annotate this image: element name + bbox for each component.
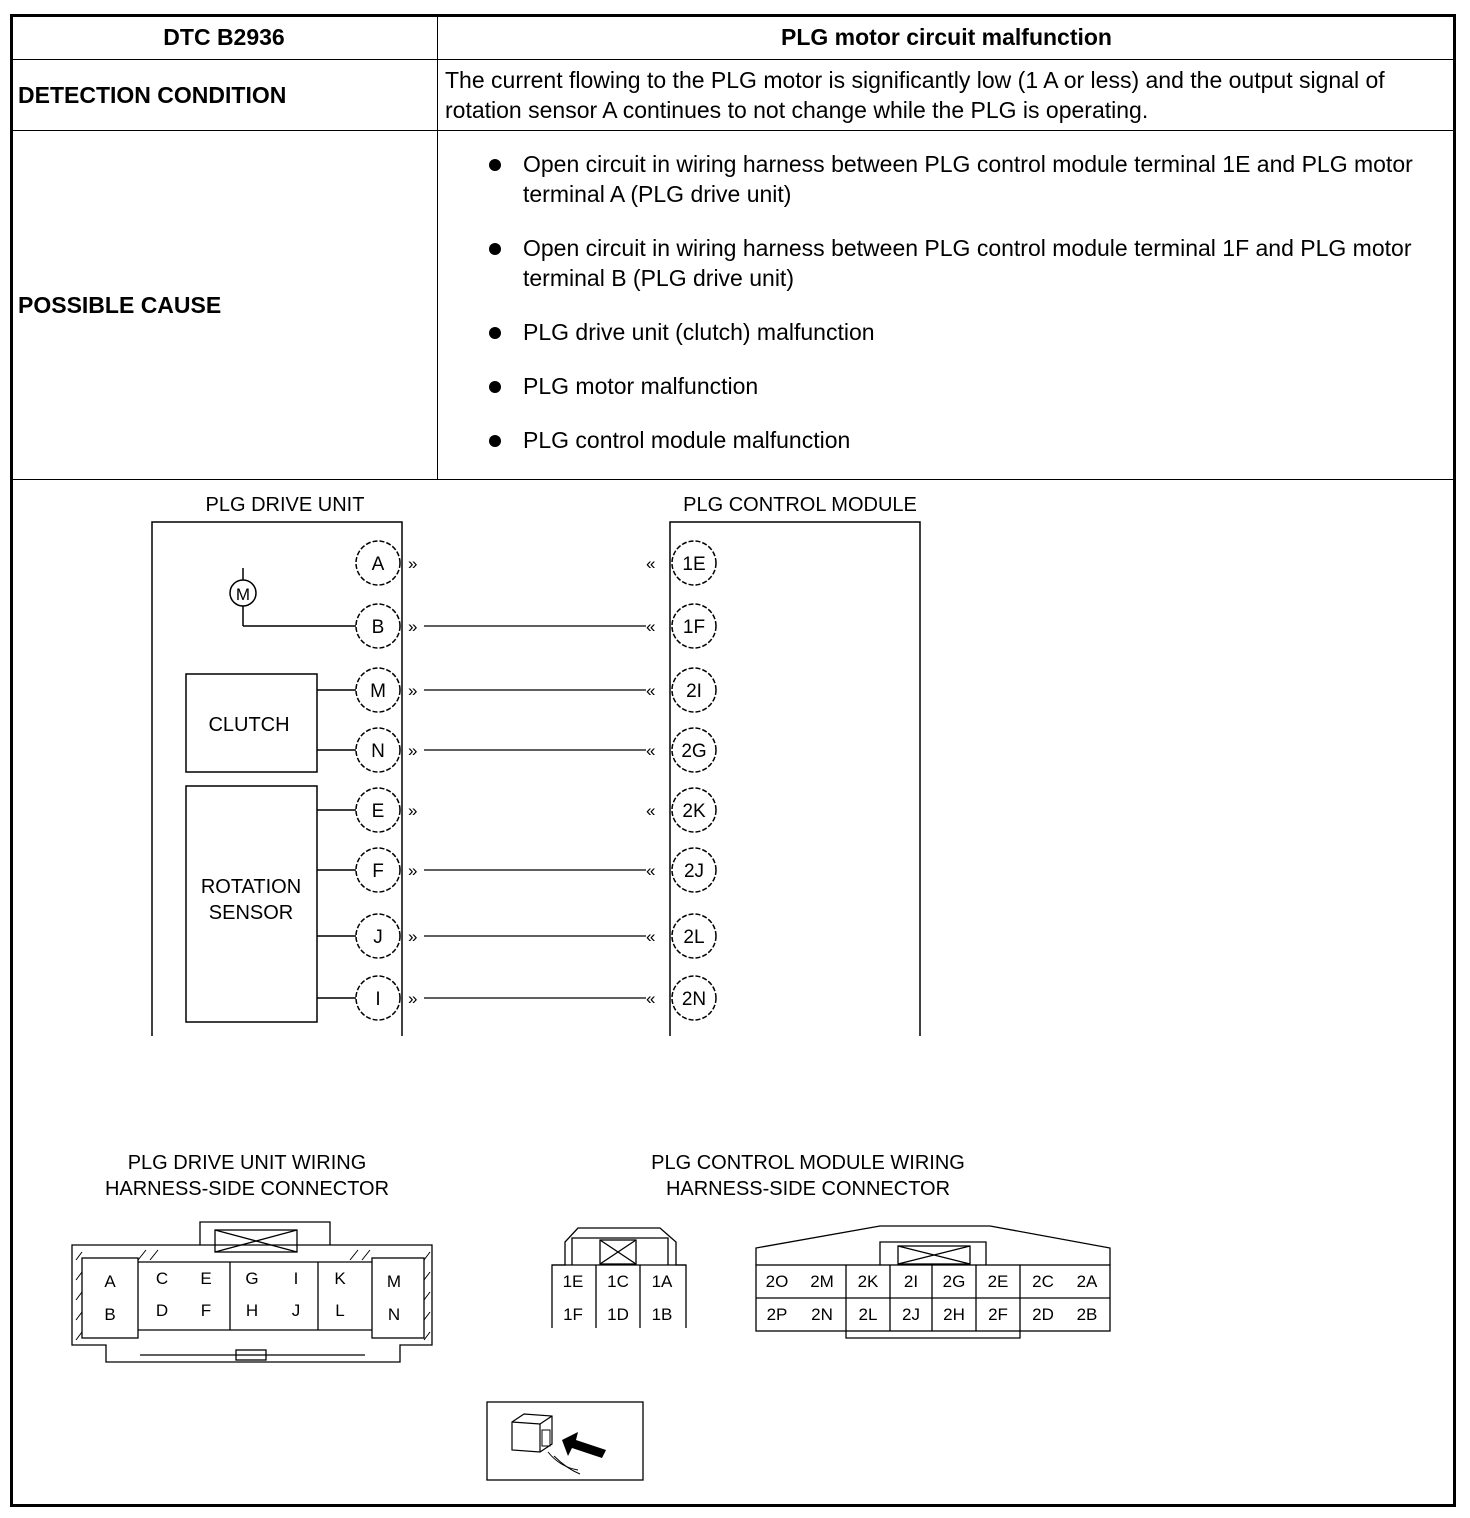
svg-text:B: B xyxy=(371,617,385,638)
drive-terminal xyxy=(356,788,400,832)
module-terminal xyxy=(672,976,716,1020)
svg-text:J: J xyxy=(291,1301,301,1320)
svg-text:B: B xyxy=(104,1305,116,1324)
drive-connector-pins xyxy=(104,1269,401,1324)
svg-text:2N: 2N xyxy=(681,989,707,1010)
svg-text:D: D xyxy=(155,1301,169,1320)
svg-text:2D: 2D xyxy=(1032,1305,1054,1324)
svg-text:E: E xyxy=(371,801,385,822)
svg-text:«: « xyxy=(646,801,656,820)
svg-text:J: J xyxy=(373,927,383,948)
svg-text:E: E xyxy=(200,1269,212,1288)
svg-text:»: » xyxy=(408,989,418,1008)
detection-label: DETECTION CONDITION xyxy=(11,60,438,131)
svg-text:2O: 2O xyxy=(765,1272,789,1291)
module-terminal xyxy=(672,541,716,585)
module-connector-2-body xyxy=(756,1226,1110,1338)
cause-label: POSSIBLE CAUSE xyxy=(11,131,438,480)
svg-text:«: « xyxy=(646,741,656,760)
sensor-label-line2: SENSOR xyxy=(208,902,294,924)
svg-text:N: N xyxy=(387,1305,401,1324)
svg-text:2L: 2L xyxy=(683,927,705,948)
svg-text:«: « xyxy=(646,681,656,700)
module-terminal xyxy=(672,914,716,958)
cause-item: Open circuit in wiring harness between PLG control module terminal 1F and PLG motor terminal B (PLG drive unit) xyxy=(489,233,1448,293)
svg-text:2G: 2G xyxy=(942,1272,966,1291)
svg-text:F: F xyxy=(200,1301,212,1320)
svg-text:2N: 2N xyxy=(811,1305,833,1324)
svg-text:2L: 2L xyxy=(858,1305,878,1324)
svg-text:F: F xyxy=(372,861,384,882)
module-connector-1-pins xyxy=(563,1272,673,1324)
motor-symbol xyxy=(230,568,356,626)
dtc-title: PLG motor circuit malfunction xyxy=(438,15,1456,60)
drive-terminal xyxy=(356,668,400,712)
cause-item: Open circuit in wiring harness between PLG control module terminal 1E and PLG motor terminal A (PLG drive unit) xyxy=(489,149,1448,209)
svg-text:1E: 1E xyxy=(682,554,706,575)
svg-text:1D: 1D xyxy=(607,1305,629,1324)
svg-text:A: A xyxy=(104,1272,116,1291)
svg-text:M: M xyxy=(370,681,386,702)
svg-text:»: » xyxy=(408,927,418,946)
svg-text:2J: 2J xyxy=(683,861,705,882)
svg-text:1B: 1B xyxy=(651,1305,673,1324)
cause-item: PLG motor malfunction xyxy=(489,371,1448,401)
harness-wires xyxy=(424,626,646,998)
svg-text:1E: 1E xyxy=(562,1272,584,1291)
module-terminal xyxy=(672,668,716,712)
svg-text:G: G xyxy=(245,1269,259,1288)
svg-text:»: » xyxy=(408,741,418,760)
drive-connector-title-line1: PLG DRIVE UNIT WIRING xyxy=(127,1152,367,1174)
svg-text:2J: 2J xyxy=(902,1305,920,1324)
svg-text:C: C xyxy=(155,1269,169,1288)
svg-text:2A: 2A xyxy=(1076,1272,1098,1291)
connector-markers xyxy=(408,554,655,1008)
svg-text:H: H xyxy=(245,1301,259,1320)
drive-terminal xyxy=(356,604,400,648)
module-connector-title-line2: HARNESS-SIDE CONNECTOR xyxy=(665,1178,951,1200)
svg-text:»: » xyxy=(408,681,418,700)
module-terminal xyxy=(672,728,716,772)
svg-text:M: M xyxy=(386,1272,402,1291)
svg-text:2H: 2H xyxy=(943,1305,965,1324)
svg-text:2K: 2K xyxy=(682,801,706,822)
svg-text:2K: 2K xyxy=(857,1272,879,1291)
sensor-label-line1: ROTATION xyxy=(200,876,302,898)
svg-text:I: I xyxy=(293,1269,299,1288)
drive-terminal xyxy=(356,914,400,958)
svg-text:2I: 2I xyxy=(686,681,702,702)
module-terminal xyxy=(672,848,716,892)
svg-text:L: L xyxy=(335,1301,345,1320)
cause-item: PLG drive unit (clutch) malfunction xyxy=(489,317,1448,347)
svg-text:A: A xyxy=(371,554,385,575)
drive-connector-hatching xyxy=(76,1250,430,1340)
svg-text:1F: 1F xyxy=(682,617,706,638)
svg-text:»: » xyxy=(408,861,418,880)
svg-text:1F: 1F xyxy=(563,1305,583,1324)
svg-text:»: » xyxy=(408,801,418,820)
module-terminal xyxy=(672,788,716,832)
svg-text:1A: 1A xyxy=(651,1272,673,1291)
detection-text: The current flowing to the PLG motor is significantly low (1 A or less) and the output signal of rotation sensor A continues to not change while the PLG is operating. xyxy=(438,60,1456,131)
svg-text:«: « xyxy=(646,927,656,946)
svg-text:«: « xyxy=(646,861,656,880)
drive-terminal xyxy=(356,541,400,585)
svg-text:2C: 2C xyxy=(1032,1272,1054,1291)
svg-text:2F: 2F xyxy=(988,1305,1008,1324)
motor-label: M xyxy=(235,585,251,604)
svg-text:2G: 2G xyxy=(681,741,707,762)
svg-text:K: K xyxy=(334,1269,346,1288)
drive-terminal xyxy=(356,728,400,772)
svg-text:2I: 2I xyxy=(903,1272,919,1291)
svg-text:I: I xyxy=(375,989,381,1010)
drive-terminal xyxy=(356,848,400,892)
svg-text:2E: 2E xyxy=(987,1272,1009,1291)
svg-text:«: « xyxy=(646,989,656,1008)
drive-terminal xyxy=(356,976,400,1020)
control-module-box xyxy=(670,522,920,1036)
svg-text:»: » xyxy=(408,617,418,636)
svg-text:N: N xyxy=(371,741,385,762)
cause-item: PLG control module malfunction xyxy=(489,425,1448,455)
control-module-title: PLG CONTROL MODULE xyxy=(683,494,917,516)
drive-unit-title: PLG DRIVE UNIT xyxy=(205,494,365,516)
module-connector-title-line1: PLG CONTROL MODULE WIRING xyxy=(651,1152,965,1174)
module-terminal xyxy=(672,604,716,648)
svg-text:«: « xyxy=(646,554,656,573)
svg-text:2B: 2B xyxy=(1076,1305,1098,1324)
dtc-code: DTC B2936 xyxy=(11,15,438,60)
svg-text:«: « xyxy=(646,617,656,636)
svg-text:»: » xyxy=(408,554,418,573)
svg-text:2P: 2P xyxy=(766,1305,788,1324)
drive-connector-title-line2: HARNESS-SIDE CONNECTOR xyxy=(104,1178,390,1200)
clutch-label: CLUTCH xyxy=(208,714,290,736)
connector-view-icon xyxy=(487,1402,643,1480)
svg-text:1C: 1C xyxy=(607,1272,629,1291)
svg-text:2M: 2M xyxy=(810,1272,834,1291)
drive-connector-body xyxy=(72,1222,432,1362)
